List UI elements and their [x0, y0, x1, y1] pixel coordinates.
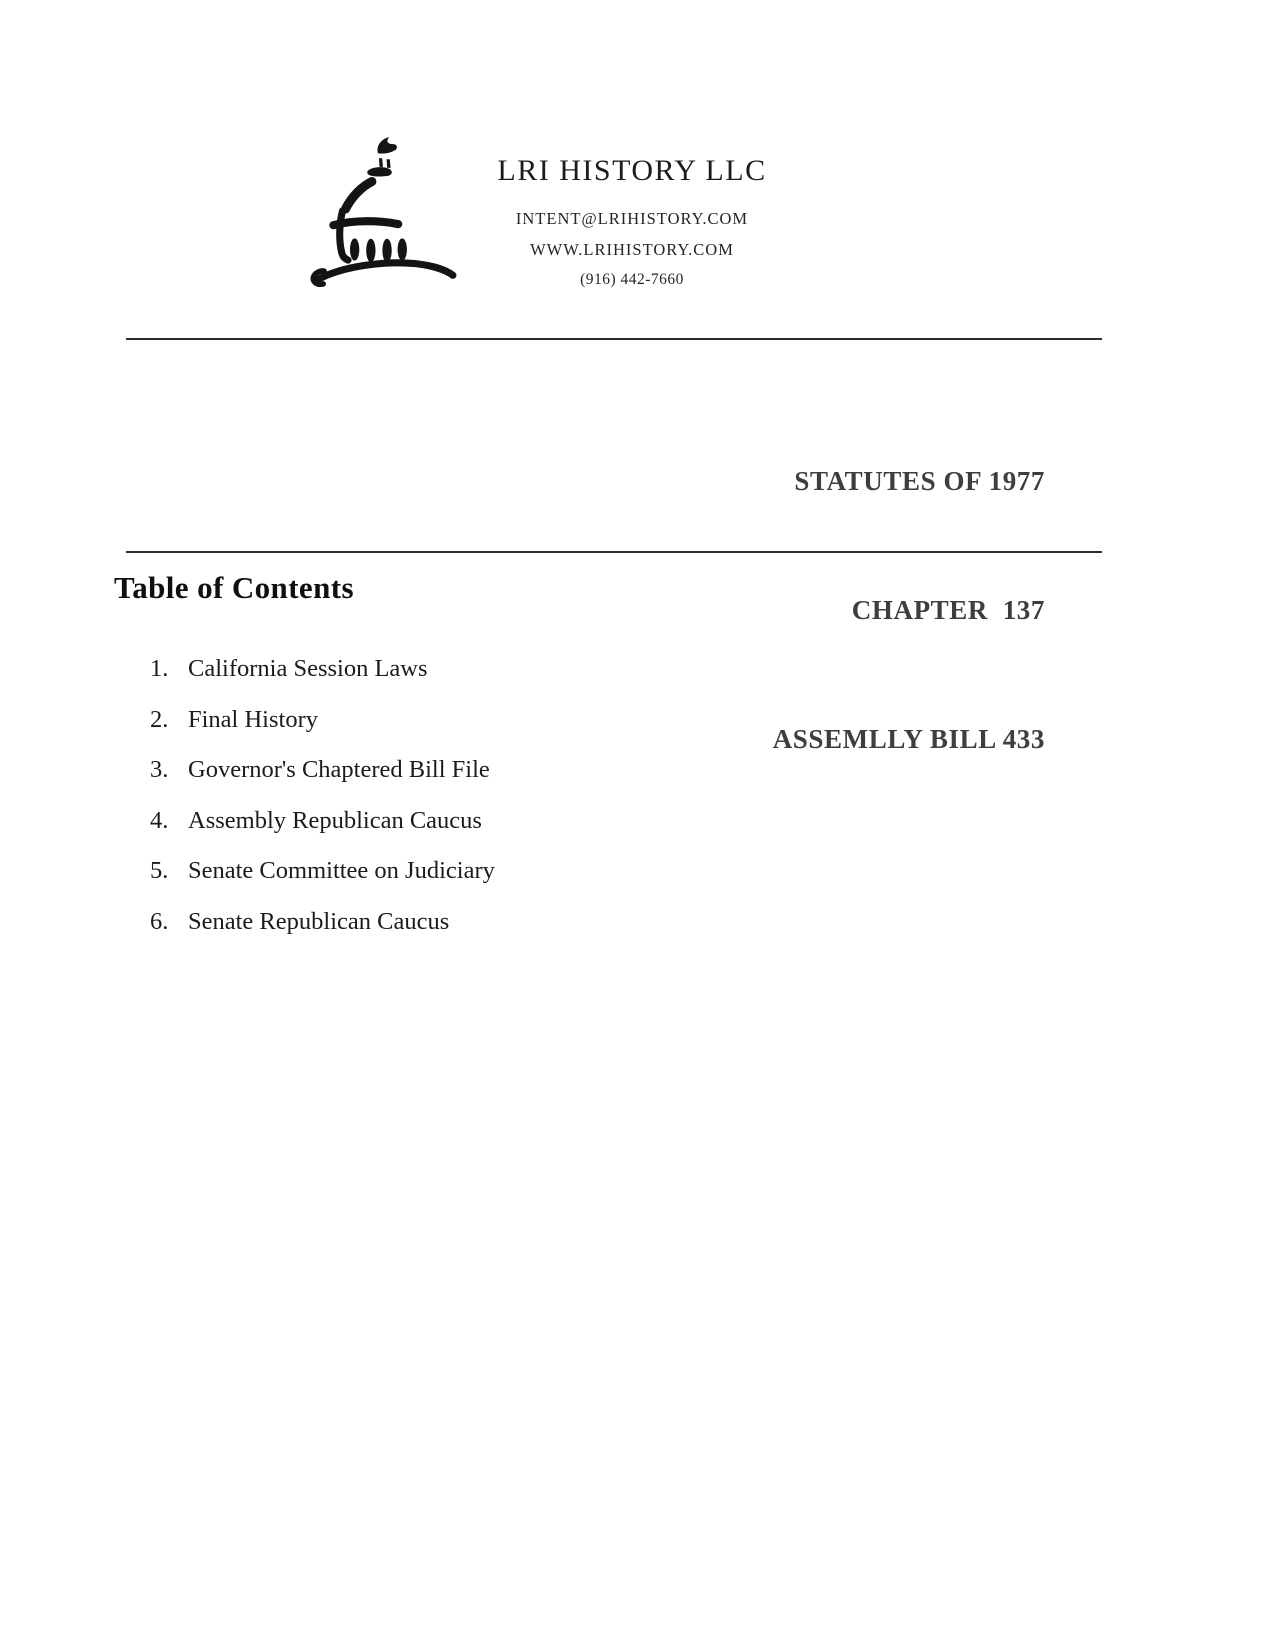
toc-list: [150, 644, 495, 948]
chapter-line: CHAPTER 137: [851, 595, 1045, 625]
phone-number: (916) 442-7660: [580, 271, 684, 288]
toc-item-number: 5.: [150, 857, 169, 885]
toc-item-label: Final History: [188, 705, 318, 733]
title-block: [773, 374, 1045, 847]
bill-line: ASSEMLLY BILL 433: [772, 724, 1045, 754]
toc-item: [150, 796, 495, 847]
company-name: LRI HISTORY LLC: [497, 154, 767, 187]
toc-item-label: Assembly Republican Caucus: [188, 806, 482, 834]
toc-item: [150, 897, 495, 948]
toc-item-number: 3.: [150, 756, 169, 784]
toc-item-label: Senate Committee on Judiciary: [188, 857, 495, 885]
statutes-line: STATUTES OF 1977: [794, 466, 1045, 496]
toc-heading: Table of Contents: [114, 570, 354, 605]
toc-item-label: Senate Republican Caucus: [188, 907, 450, 935]
toc-item-label: Governor's Chaptered Bill File: [188, 756, 490, 784]
toc-item-number: 4.: [150, 806, 169, 834]
toc-item: [150, 745, 495, 796]
toc-item: [150, 695, 495, 746]
toc-item-number: 2.: [150, 705, 169, 733]
toc-item-number: 1.: [150, 655, 169, 682]
toc-item-label: California Session Laws: [188, 655, 428, 682]
email-address: INTENT@LRIHISTORY.COM: [515, 209, 749, 228]
toc-item: [150, 644, 495, 695]
divider-top: [126, 338, 1102, 340]
toc-item: [150, 846, 495, 897]
letterhead: [432, 152, 832, 296]
website-url: WWW.LRIHISTORY.COM: [530, 239, 734, 259]
toc-item-number: 6.: [150, 907, 169, 935]
